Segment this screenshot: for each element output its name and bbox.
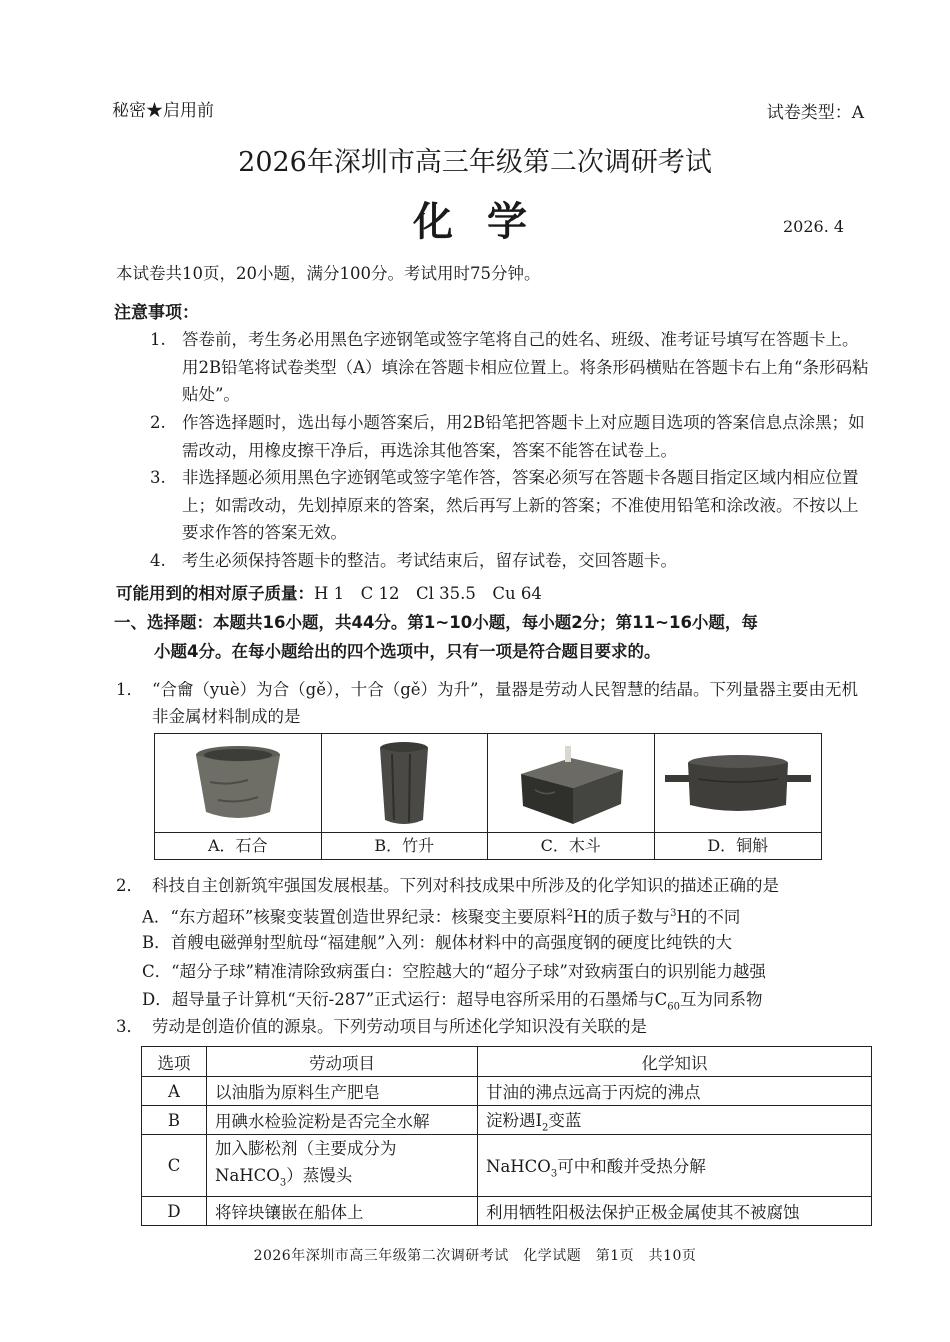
secret-label: 秘密★启用前	[112, 101, 214, 121]
notice-title: 注意事项：	[114, 303, 199, 323]
question-text: 劳动是创造价值的源泉。下列劳动项目与所述化学知识没有关联的是	[152, 1017, 647, 1036]
stone-measure-image	[155, 734, 321, 834]
knowledge-text: 变蓝	[548, 1110, 582, 1130]
row-option: D	[142, 1197, 207, 1226]
table-row[interactable]	[142, 1197, 872, 1226]
q3-table	[141, 1046, 872, 1226]
paper-type: 试卷类型：A	[766, 103, 864, 123]
option-d-label: D．铜斛	[655, 832, 822, 859]
notice-item	[150, 464, 870, 547]
question-number: 1．	[116, 680, 143, 699]
notice-text: 答卷前，考生务必用黑色字迹钢笔或签字笔将自己的姓名、班级、准考证号填写在答题卡上。用2B铅笔将试卷类型（A）填涂在答题卡相应位置上。将条形码横贴在答题卡右上角“条形码粘贴处”。	[182, 330, 869, 404]
subscript: 2	[542, 1122, 549, 1134]
q2-option-c[interactable]: C．“超分子球”精准清除致病蛋白：空腔越大的“超分子球”对致病蛋白的识别能力越强	[142, 962, 766, 981]
bronze-measure-image	[655, 734, 822, 834]
exam-date: 2026. 4	[783, 217, 845, 236]
header-knowledge: 化学知识	[478, 1047, 872, 1077]
notice-number: 4.	[150, 551, 166, 570]
atomic-mass-line	[116, 580, 542, 604]
section-heading-line2: 小题4分。在每小题给出的四个选项中，只有一项是符合题目要求的。	[154, 642, 661, 661]
notice-text: 作答选择题时，选出每小题答案后，用2B铅笔把答题卡上对应题目选项的答案信息点涂黑；如需改动，用橡皮擦干净后，再选涂其他答案，答案不能答在试卷上。	[182, 413, 865, 460]
row-task: 将锌块镶嵌在船体上	[207, 1197, 478, 1226]
section-heading-line1: 一、选择题：本题共16小题，共44分。第1~10小题，每小题2分；第11~16小题，每	[114, 613, 758, 632]
row-task	[207, 1135, 478, 1197]
mass-number: 3	[670, 908, 677, 919]
row-knowledge: 甘油的沸点远高于丙烷的沸点	[478, 1077, 872, 1106]
q1-image-table	[154, 733, 822, 860]
table-header-row	[142, 1047, 872, 1077]
q2-option-a[interactable]	[142, 900, 740, 931]
q2-option-b[interactable]: B．首艘电磁弹射型航母“福建舰”入列：舰体材料中的高强度钢的硬度比纯铁的大	[142, 933, 732, 952]
question-number: 3．	[116, 1017, 143, 1036]
subscript: 60	[667, 1001, 681, 1013]
option-text: H的质子数与	[573, 907, 671, 927]
notice-text: 非选择题必须用黑色字迹钢笔或签字笔作答，答案必须写在答题卡各题目指定区域内相应位置上；如需改动，先划掉原来的答案，然后再写上新的答案；不准使用铅笔和涂改液。不按以上要求作答的答案无效。	[182, 468, 859, 542]
subscript: 3	[550, 1167, 558, 1179]
option-text: D．超导量子计算机“天衍-287”正式运行：超导电容所采用的石墨烯与C	[142, 990, 668, 1009]
option-a-label: A．石合	[155, 832, 321, 859]
bamboo-measure-image	[322, 734, 488, 834]
option-a-cell[interactable]	[155, 734, 322, 859]
atomic-mass-values: H 1 C 12 Cl 35.5 Cu 64	[314, 584, 542, 603]
table-row[interactable]	[142, 1077, 872, 1106]
row-knowledge	[478, 1135, 872, 1197]
notice-text: 考生必须保持答题卡的整洁。考试结束后，留存试卷，交回答题卡。	[182, 551, 677, 570]
question-3	[116, 1013, 868, 1040]
row-task: 用碘水检验淀粉是否完全水解	[207, 1106, 478, 1135]
exam-intro: 本试卷共10页，20小题，满分100分。考试用时75分钟。	[116, 264, 541, 283]
header-option: 选项	[142, 1047, 207, 1077]
option-text: H的不同	[676, 907, 741, 927]
task-text: NaHCO	[215, 1166, 280, 1185]
notice-number: 1.	[150, 330, 166, 349]
row-option: B	[142, 1106, 207, 1135]
option-text: A．“东方超环”核聚变装置创造世界纪录：核聚变主要原料	[142, 907, 567, 927]
subscript: 3	[279, 1177, 287, 1189]
row-knowledge: 利用牺牲阳极法保护正极金属使其不被腐蚀	[478, 1197, 872, 1226]
table-row[interactable]	[142, 1106, 872, 1135]
task-text: 加入膨松剂（主要成分为	[215, 1139, 397, 1158]
wooden-measure-image	[488, 734, 654, 834]
subject-title: 化学	[413, 198, 561, 245]
option-c-label: C．木斗	[488, 832, 654, 859]
question-number: 2．	[116, 876, 143, 895]
knowledge-text: 淀粉遇I	[486, 1110, 543, 1130]
row-option: A	[142, 1077, 207, 1106]
row-task: 以油脂为原料生产肥皂	[207, 1077, 478, 1106]
option-c-cell[interactable]	[488, 734, 655, 859]
question-text: “合龠（yuè）为合（gě），十合（gě）为升”，量器是劳动人民智慧的结晶。下列量器主要由无机非金属材料制成的是	[152, 680, 858, 726]
notice-item	[150, 547, 870, 575]
option-text: 互为同系物	[680, 990, 763, 1009]
row-knowledge	[478, 1106, 872, 1135]
option-d-cell[interactable]	[655, 734, 822, 859]
knowledge-text: NaHCO	[486, 1156, 551, 1176]
notice-number: 3.	[150, 468, 166, 487]
table-row[interactable]	[142, 1135, 872, 1197]
option-b-cell[interactable]	[322, 734, 489, 859]
question-1	[116, 676, 868, 730]
notice-number: 2.	[150, 413, 166, 432]
page-footer: 2026年深圳市高三年级第二次调研考试 化学试题 第1页 共10页	[253, 1248, 697, 1264]
notice-item	[150, 326, 870, 409]
option-b-label: B．竹升	[322, 832, 488, 859]
question-2	[116, 872, 868, 899]
section-heading	[114, 608, 866, 666]
atomic-mass-label: 可能用到的相对原子质量：	[116, 584, 314, 603]
notice-item	[150, 409, 870, 464]
header-task: 劳动项目	[207, 1047, 478, 1077]
mass-number: 2	[566, 908, 574, 919]
exam-title: 2026年深圳市高三年级第二次调研考试	[238, 147, 712, 178]
question-text: 科技自主创新筑牢强国发展根基。下列对科技成果中所涉及的化学知识的描述正确的是	[152, 876, 779, 895]
row-option: C	[142, 1135, 207, 1197]
task-text: ）蒸馒头	[286, 1166, 353, 1185]
knowledge-text: 可中和酸并受热分解	[557, 1156, 706, 1176]
